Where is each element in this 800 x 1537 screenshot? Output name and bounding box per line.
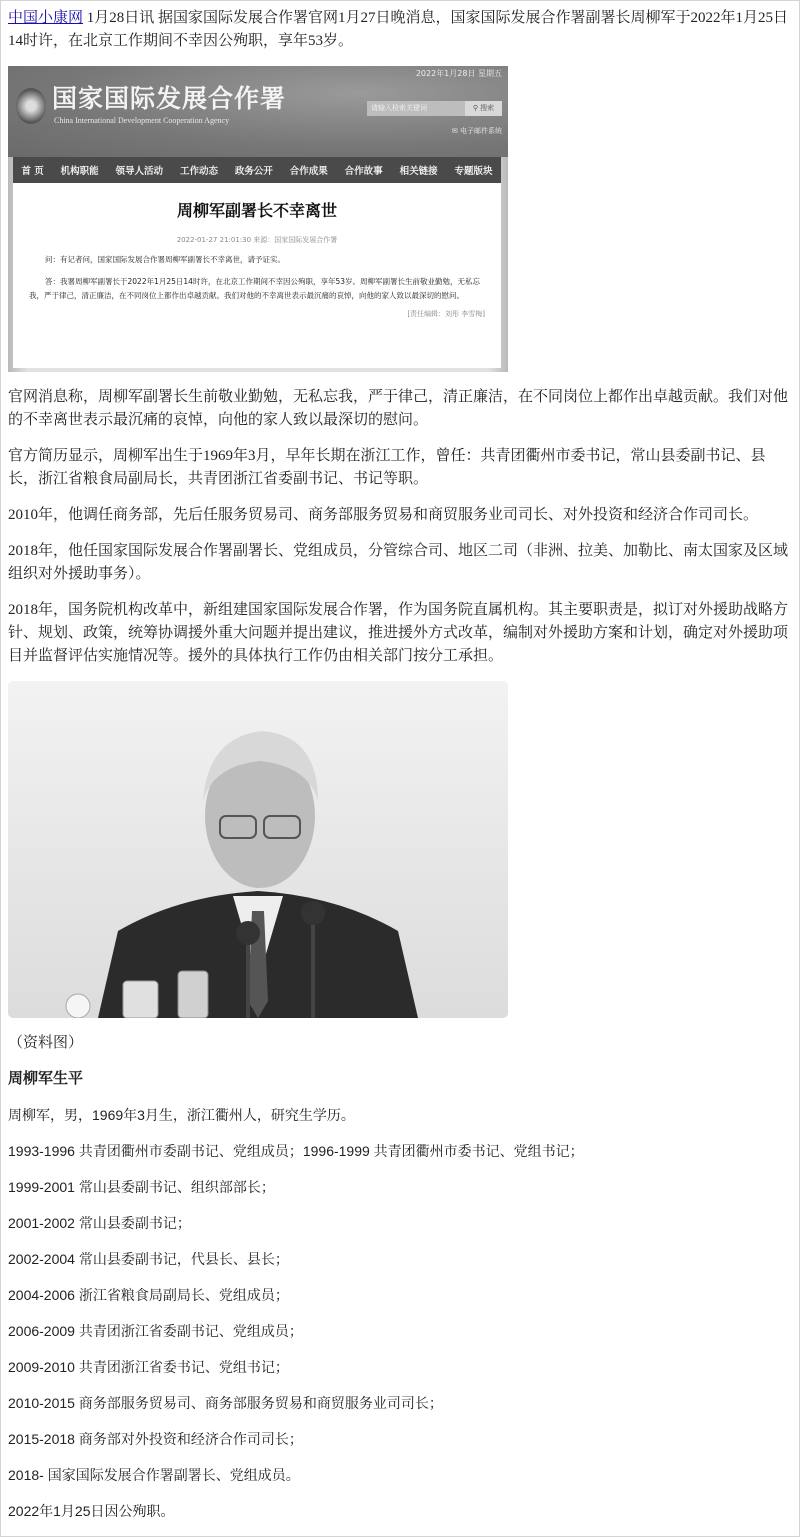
bio-line: 2004-2006 浙江省粮食局副局长、党组成员； — [8, 1287, 289, 1303]
bio-line: 2018- 国家国际发展合作署副署长、党组成员。 — [8, 1467, 300, 1483]
mail-label: 电子邮件系统 — [460, 127, 502, 135]
screenshot-article — [13, 183, 501, 368]
intro-text: 1月28日讯 据国家国际发展合作署官网1月27日晚消息，国家国际发展合作署副署长周柳军于2022年1月25日14时许，在北京工作期间不幸因公殉职，享年53岁。 — [8, 10, 789, 49]
screenshot-question: 问：有记者问，国家国际发展合作署周柳军副署长不幸离世，请予证实。 — [45, 255, 285, 264]
portrait-photo — [8, 681, 508, 1018]
nav-item: 工作动态 — [179, 166, 218, 177]
intro-paragraph — [8, 7, 793, 53]
screenshot-article-meta: 2022-01-27 21:01:30 来源：国家国际发展合作署 — [176, 236, 338, 244]
search-icon: ⚲ — [472, 104, 481, 112]
national-emblem-icon — [16, 88, 46, 124]
paragraph: 官方简历显示，周柳军出生于1969年3月，早年长期在浙江工作，曾任：共青团衢州市委书记，常山县委副书记、县长，浙江省粮食局副局长，共青团浙江省委副书记、书记等职。 — [8, 448, 766, 487]
screenshot-answer: 答：我署周柳军副署长于2022年1月25日14时许，在北京工作期间不幸因公殉职，享年53岁。周柳军副署长生前敬业勤勉，无私忘我，严于律己，清正廉洁，在不同岗位上都作出卓越贡献。我们对他的不幸离世表示最沉痛的哀悼，向他的家人致以最深切的慰问。 — [29, 277, 480, 300]
photo-caption: （资料图） — [8, 1035, 84, 1051]
screenshot-header — [8, 66, 508, 157]
paragraph: 官网消息称，周柳军副署长生前敬业勤勉，无私忘我，严于律己，清正廉洁，在不同岗位上都作出卓越贡献。我们对他的不幸离世表示最沉痛的哀悼，向他的家人致以最深切的慰问。 — [8, 389, 789, 428]
source-link[interactable]: 中国小康网 — [8, 10, 84, 26]
nav-item: 合作故事 — [344, 166, 383, 177]
nav-item: 机构职能 — [60, 166, 99, 177]
bio-line: 1999-2001 常山县委副书记、组织部部长； — [8, 1179, 275, 1195]
mail-icon: ✉ — [451, 127, 460, 135]
nav-item: 首 页 — [21, 166, 44, 177]
nav-item: 政务公开 — [234, 166, 273, 177]
screenshot-article-title: 周柳军副署长不幸离世 — [176, 201, 337, 220]
screenshot-search-button — [465, 101, 502, 116]
bio-line: 2009-2010 共青团浙江省委书记、党组书记； — [8, 1359, 289, 1375]
portrait-illustration — [8, 681, 508, 1018]
screenshot-nav — [13, 157, 501, 183]
bio-line: 2002-2004 常山县委副书记，代县长、县长； — [8, 1251, 289, 1267]
bio-line: 周柳军，男，1969年3月生，浙江衢州人，研究生学历。 — [8, 1107, 355, 1123]
bio-line: 2006-2009 共青团浙江省委副书记、党组成员； — [8, 1323, 303, 1339]
article — [1, 1, 799, 1523]
nav-item: 领导人活动 — [115, 166, 164, 177]
bio-heading: 周柳军生平 — [8, 1071, 84, 1087]
bio-line: 2015-2018 商务部对外投资和经济合作司司长； — [8, 1431, 303, 1447]
agency-logo-en: China International Development Cooperation Agency — [54, 116, 230, 125]
bio-line: 2010-2015 商务部服务贸易司、商务部服务贸易和商贸服务业司司长； — [8, 1395, 443, 1411]
website-screenshot-image — [8, 66, 508, 372]
bio-timeline — [8, 1104, 793, 1523]
nav-item: 相关链接 — [399, 166, 438, 177]
screenshot-mail-link — [452, 126, 502, 136]
bio-line: 1993-1996 共青团衢州市委副书记、党组成员；1996-1999 共青团衢州市委书记、党组书记； — [8, 1143, 584, 1159]
paragraph: 2018年，国务院机构改革中，新组建国家国际发展合作署，作为国务院直属机构。其主要职责是，拟订对外援助战略方针、规划、政策，统筹协调援外重大问题并提出建议，推进援外方式改革，编制对外援助方案和计划，确定对外援助项目并监督评估实施情况等。援外的具体执行工作仍由相关部门按分工承担。 — [8, 602, 789, 664]
paragraph: 2010年，他调任商务部，先后任服务贸易司、商务部服务贸易和商贸服务业司司长、对外投资和经济合作司司长。 — [8, 507, 759, 523]
paragraph: 2018年，他任国家国际发展合作署副署长、党组成员，分管综合司、地区二司（非洲、拉美、加勒比、南太国家及区域组织对外援助事务）。 — [8, 543, 789, 582]
agency-brand — [52, 84, 286, 126]
screenshot-search-input: 请输入检索关键词 — [367, 101, 465, 116]
agency-logo: 国家国际发展合作署 — [52, 84, 287, 113]
nav-item: 合作成果 — [289, 166, 328, 177]
nav-item: 专题版块 — [454, 166, 493, 177]
bio-line: 2001-2002 常山县委副书记； — [8, 1215, 191, 1231]
search-label: 搜索 — [480, 104, 495, 112]
bio-line: 2022年1月25日因公殉职。 — [8, 1503, 175, 1519]
screenshot-editor: [责任编辑：刘彤 李雪梅] — [407, 310, 485, 318]
screenshot-date: 2022年1月28日 星期五 — [415, 69, 502, 78]
